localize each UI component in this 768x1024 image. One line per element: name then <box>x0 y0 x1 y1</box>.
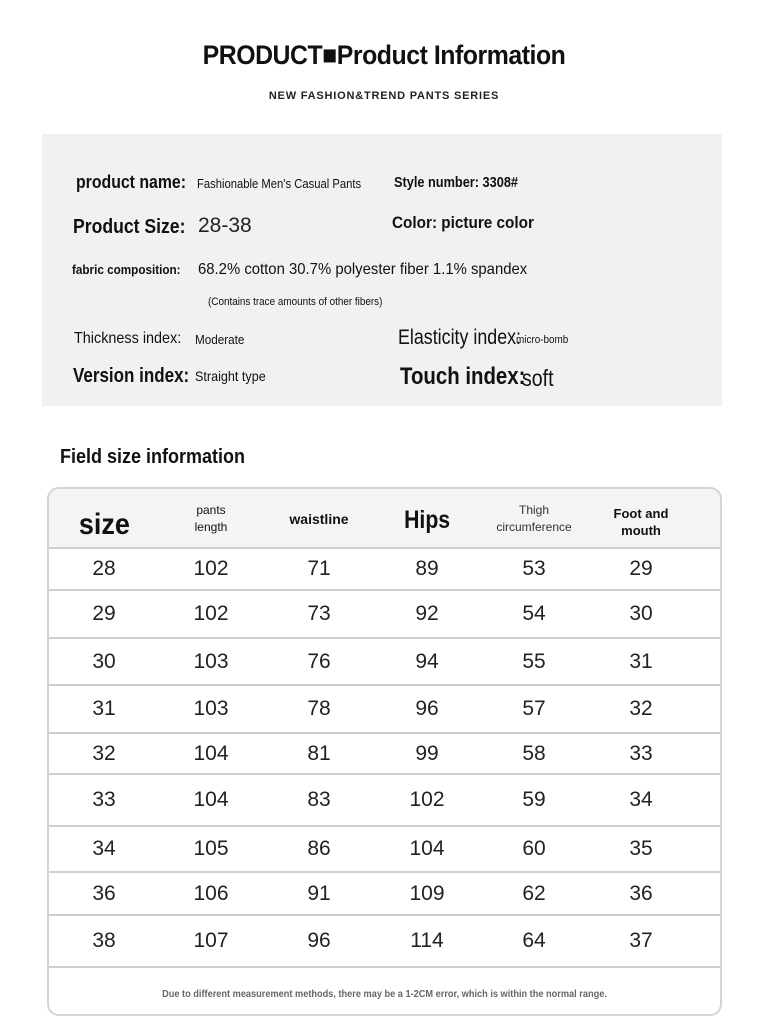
touch-index-label: Touch index: <box>400 363 526 390</box>
table-cell: 102 <box>409 788 445 811</box>
table-cell: 28 <box>92 557 116 580</box>
table-row <box>49 734 720 775</box>
table-cell: 105 <box>193 837 229 860</box>
page-subtitle: NEW FASHION&TREND PANTS SERIES <box>268 90 500 102</box>
thickness-index-label: Thickness index: <box>74 330 182 347</box>
product-info-panel <box>42 134 722 406</box>
table-cell: 53 <box>522 557 546 580</box>
table-cell: 32 <box>92 741 116 765</box>
header-waistline <box>265 489 373 549</box>
header-size <box>51 489 157 549</box>
table-cell: 103 <box>193 697 229 720</box>
header-waistline-label: waistline <box>289 510 349 527</box>
table-cell: 71 <box>307 557 331 580</box>
table-cell: 102 <box>193 602 229 625</box>
header-hips <box>373 489 481 549</box>
table-cell: 62 <box>522 881 546 905</box>
table-row <box>49 686 720 734</box>
table-cell: 35 <box>629 837 653 860</box>
table-cell: 76 <box>307 649 331 673</box>
table-cell: 58 <box>522 741 546 765</box>
table-cell: 78 <box>307 697 331 720</box>
color-info: Color: picture color <box>392 213 534 232</box>
header-pants-length <box>157 489 265 549</box>
table-cell: 29 <box>629 557 653 580</box>
table-cell: 106 <box>193 881 229 905</box>
table-row <box>49 591 720 639</box>
table-cell: 60 <box>522 837 546 860</box>
elasticity-index-value: micro-bomb <box>516 334 569 346</box>
table-cell: 31 <box>92 697 116 720</box>
table-cell: 94 <box>415 649 439 673</box>
table-row <box>49 873 720 916</box>
table-cell: 37 <box>629 929 653 952</box>
table-cell: 89 <box>415 557 439 580</box>
table-cell: 31 <box>629 649 653 673</box>
touch-index-value: soft <box>522 365 554 391</box>
table-cell: 104 <box>193 788 229 811</box>
header-size-label: size <box>78 507 130 541</box>
table-row <box>49 827 720 873</box>
style-number: Style number: 3308# <box>394 174 519 191</box>
product-size-label: Product Size: <box>73 216 186 238</box>
thickness-index-value: Moderate <box>195 332 245 347</box>
fabric-note: (Contains trace amounts of other fibers) <box>208 296 383 308</box>
fabric-composition-value: 68.2% cotton 30.7% polyester fiber 1.1% spandex <box>198 261 528 278</box>
table-cell: 83 <box>307 788 331 811</box>
table-cell: 91 <box>307 881 331 905</box>
table-row <box>49 549 720 591</box>
product-name-label: product name: <box>76 172 187 192</box>
measurement-note: Due to different measurement methods, there may be a 1-2CM error, which is within the normal range. <box>162 989 607 1000</box>
version-index-value: Straight type <box>195 368 266 384</box>
table-cell: 73 <box>307 602 331 625</box>
table-row <box>49 639 720 686</box>
table-cell: 104 <box>193 741 229 765</box>
table-cell: 30 <box>629 602 653 625</box>
header-thigh-line1: Thigh <box>518 503 550 517</box>
table-row <box>49 775 720 827</box>
size-table <box>47 487 722 1016</box>
fabric-composition-label: fabric composition: <box>72 262 181 277</box>
table-cell: 81 <box>307 741 331 765</box>
table-cell: 57 <box>522 697 546 720</box>
table-cell: 54 <box>522 602 546 625</box>
elasticity-index-label: Elasticity index: <box>398 326 522 349</box>
page-title: PRODUCT■Product Information <box>202 40 566 70</box>
table-cell: 29 <box>92 602 116 625</box>
table-cell: 33 <box>629 741 653 765</box>
table-cell: 114 <box>410 929 444 952</box>
header-foot-line2: mouth <box>621 523 661 538</box>
header-foot-mouth <box>587 489 695 549</box>
table-cell: 104 <box>409 837 445 860</box>
table-cell: 103 <box>193 649 229 673</box>
header-foot-line1: Foot and <box>613 506 669 521</box>
size-table-header <box>49 489 720 549</box>
table-cell: 32 <box>629 697 653 720</box>
table-cell: 38 <box>92 929 116 952</box>
table-cell: 96 <box>307 929 331 952</box>
size-section-title: Field size information <box>60 446 246 468</box>
version-index-label: Version index: <box>73 365 190 387</box>
table-cell: 86 <box>307 837 331 860</box>
table-cell: 36 <box>629 881 653 905</box>
table-cell: 34 <box>629 788 653 811</box>
table-cell: 30 <box>92 649 116 673</box>
header-hips-label: Hips <box>403 505 451 534</box>
table-cell: 107 <box>193 929 229 952</box>
table-cell: 96 <box>415 697 439 720</box>
header-pants-length-line1: pants <box>196 503 226 517</box>
table-cell: 92 <box>415 602 439 625</box>
table-row <box>49 916 720 968</box>
table-cell: 102 <box>193 557 229 580</box>
table-cell: 109 <box>409 881 445 905</box>
table-cell: 64 <box>522 929 546 952</box>
table-cell: 34 <box>92 837 116 860</box>
header-thigh-line2: circumference <box>496 520 572 534</box>
table-cell: 55 <box>522 649 546 673</box>
product-size-value: 28-38 <box>198 214 252 237</box>
table-cell: 33 <box>92 788 116 811</box>
product-name-value: Fashionable Men's Casual Pants <box>197 177 362 191</box>
table-cell: 59 <box>522 788 546 811</box>
table-cell: 36 <box>92 881 116 905</box>
table-cell: 99 <box>415 741 439 765</box>
header-thigh-circumference <box>481 489 587 549</box>
header-pants-length-line2: length <box>194 520 228 534</box>
